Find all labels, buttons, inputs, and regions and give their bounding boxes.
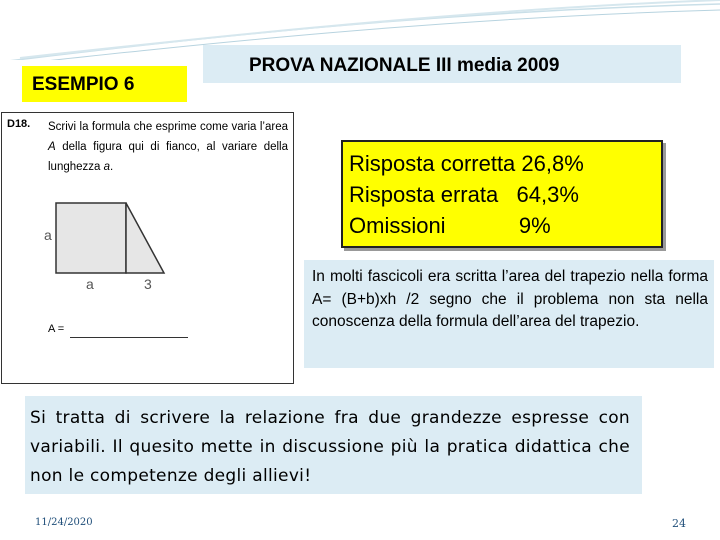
result-omitted: Omissioni 9% bbox=[349, 213, 551, 238]
triangle-shape bbox=[126, 203, 164, 273]
exercise-number: D18. bbox=[7, 118, 31, 130]
exercise-image bbox=[1, 112, 294, 384]
exercise-variable-area: A bbox=[48, 141, 56, 153]
result-wrong: Risposta errata 64,3% bbox=[349, 182, 579, 207]
base-label: a bbox=[86, 276, 94, 292]
page-number: 24 bbox=[672, 517, 686, 530]
note-text: In molti fascicoli era scritta l’area del trapezio nella forma A= (B+b)xh /2 segno che il problema non sta nella conoscenza della formula dell’area del trapezio. bbox=[304, 260, 714, 368]
exercise-variable-length: a bbox=[103, 161, 111, 173]
example-label: ESEMPIO 6 bbox=[22, 66, 187, 102]
exercise-text-before: Scrivi la formula che esprime come varia l’area bbox=[48, 121, 288, 133]
answer-blank-line bbox=[70, 337, 188, 338]
result-correct: Risposta corretta 26,8% bbox=[349, 151, 584, 176]
trapezoid-figure bbox=[2, 113, 293, 383]
square-shape bbox=[56, 203, 126, 273]
conclusion-text: Si tratta di scrivere la relazione fra due grandezze espresse con variabili. Il quesito mette in discussione più la pratica didattica che non le competenze degli allievi! bbox=[25, 396, 642, 494]
answer-prefix: A = bbox=[48, 323, 65, 335]
extra-length-label: 3 bbox=[144, 276, 152, 292]
exercise-text-middle: della figura qui di fianco, al variare della lunghezza bbox=[48, 141, 288, 173]
side-label: a bbox=[44, 227, 52, 243]
results-box bbox=[341, 140, 663, 248]
exercise-text-end: . bbox=[110, 161, 114, 173]
slide-title: PROVA NAZIONALE III media 2009 bbox=[203, 45, 681, 83]
footer-date: 11/24/2020 bbox=[35, 517, 93, 528]
